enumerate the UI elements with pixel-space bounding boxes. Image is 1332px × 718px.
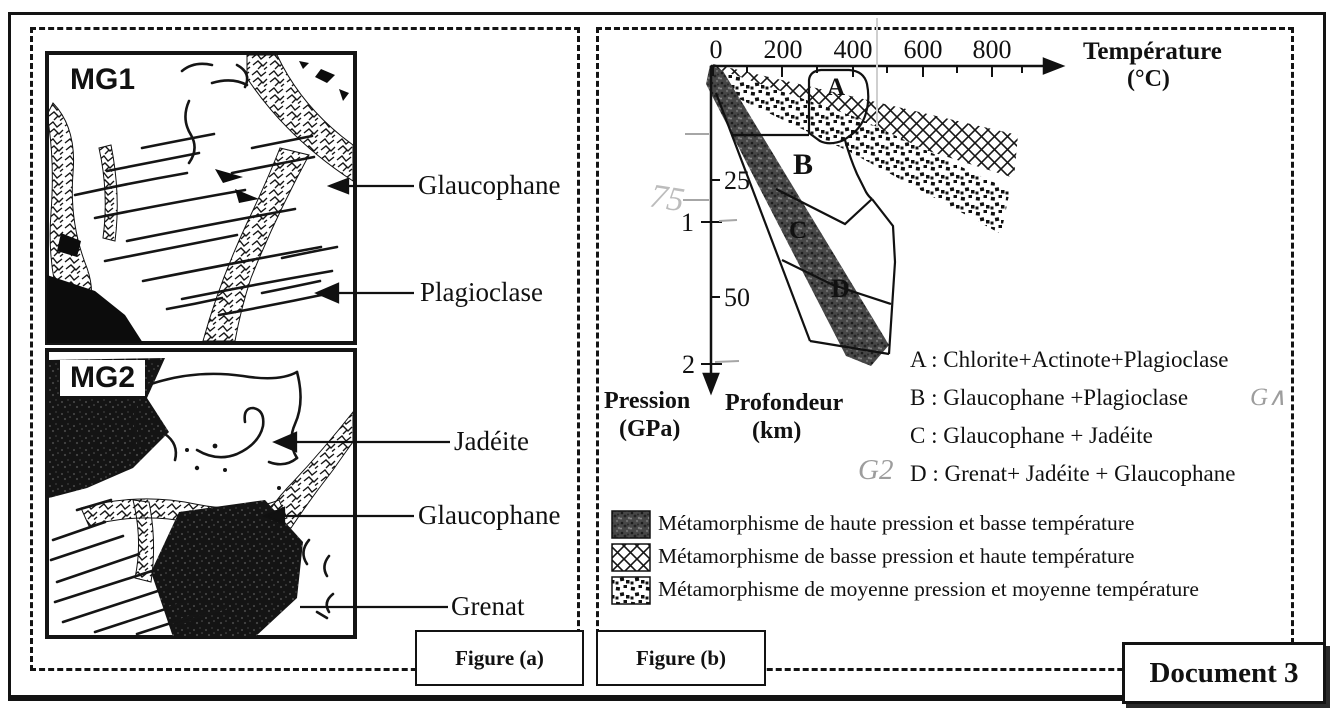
- x-axis-arrowhead: [1044, 59, 1062, 73]
- legend-swatches: [612, 511, 650, 604]
- figure-a-caption: [415, 630, 584, 686]
- swatch-dots: [612, 577, 650, 604]
- x-tick-0: 0: [709, 35, 723, 64]
- mineral-label-glaucophane-mg2: Glaucophane: [418, 500, 561, 530]
- pressure-tick-2: 2: [682, 350, 695, 379]
- mineral-label-grenat: Grenat: [451, 591, 525, 621]
- pressure-tick-1: 1: [681, 208, 694, 237]
- y-axis-arrowhead: [704, 374, 718, 392]
- assemblage-c: C : Glaucophane + Jadéite: [910, 423, 1153, 448]
- zone-label-c: C: [789, 217, 808, 244]
- pressure-axis-title: Pression: [604, 388, 691, 414]
- swatch-crosshatch: [612, 544, 650, 571]
- legend-item-low-pressure: Métamorphisme de basse pression et haute température: [658, 544, 1135, 568]
- x-axis-title: Température: [1083, 38, 1222, 65]
- depth-tick-25: 25: [724, 166, 750, 195]
- mineral-label-glaucophane-mg1: Glaucophane: [418, 170, 561, 200]
- mineral-label-plagioclase: Plagioclase: [420, 277, 543, 307]
- zone-label-b: B: [793, 148, 814, 181]
- x-tick-400: 400: [833, 35, 873, 64]
- document-label-box: [1122, 642, 1326, 704]
- x-tick-800: 800: [972, 35, 1012, 64]
- pressure-axis-unit: (GPa): [619, 416, 681, 442]
- figure-a-caption-text: Figure (a): [455, 645, 544, 670]
- leader-arrow-glaucophane-mg1: [330, 179, 414, 193]
- figure-b-caption: [596, 630, 766, 686]
- handwritten-g2: G2: [858, 454, 894, 486]
- handwritten-g1: G∧: [1250, 384, 1287, 411]
- assemblage-d: D : Grenat+ Jadéite + Glaucophane: [910, 461, 1236, 486]
- mineral-label-jadeite: Jadéite: [454, 426, 529, 456]
- mg1-title: MG1: [60, 62, 145, 98]
- legend-item-high-pressure: Métamorphisme de haute pression et basse température: [658, 511, 1135, 535]
- depth-axis-unit: (km): [752, 418, 802, 444]
- depth-axis-title: Profondeur: [725, 390, 844, 416]
- figure-b-caption-text: Figure (b): [635, 645, 727, 670]
- mg2-title: MG2: [60, 360, 145, 396]
- x-axis-unit: (°C): [1127, 66, 1170, 92]
- assemblage-a: A : Chlorite+Actinote+Plagioclase: [910, 347, 1229, 372]
- zone-label-d: D: [831, 274, 850, 303]
- leader-arrow-plagioclase: [317, 284, 414, 302]
- swatch-dark-speckle: [612, 511, 650, 538]
- zone-label-a: A: [827, 74, 846, 101]
- x-tick-600: 600: [903, 35, 943, 64]
- assemblage-b: B : Glaucophane +Plagioclase: [910, 385, 1189, 410]
- x-tick-200: 200: [763, 35, 803, 64]
- depth-tick-50: 50: [724, 283, 750, 312]
- legend-item-medium-pressure: Métamorphisme de moyenne pression et moyenne température: [658, 577, 1199, 601]
- document-label-text: Document 3: [1149, 656, 1299, 689]
- handwritten-75: 75: [647, 177, 687, 220]
